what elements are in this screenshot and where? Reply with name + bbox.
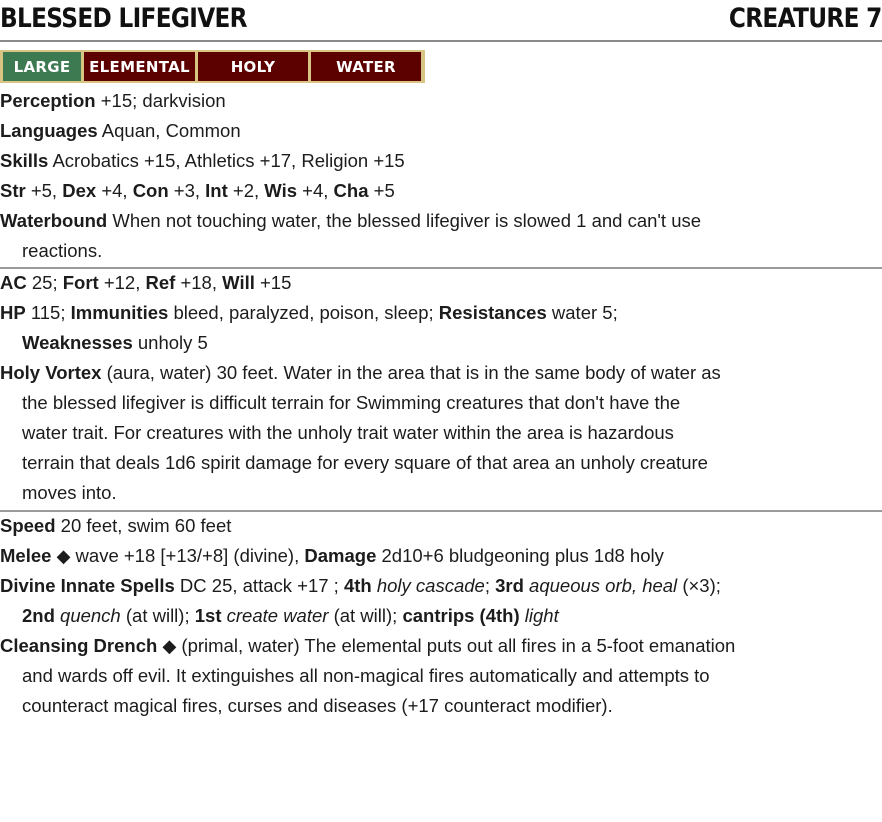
int-label: Int — [205, 180, 228, 201]
drench-text-3: counteract magical fires, curses and diseases (+17 counteract modifier). — [22, 695, 613, 716]
wis-label: Wis — [264, 180, 298, 201]
trait-water: WATER — [308, 52, 421, 81]
will-value: +15 — [260, 272, 292, 293]
spells-line-1: Divine Innate Spells DC 25, attack +17 ; 4th holy cascade; 3rd aqueous orb, heal (×3); — [0, 575, 721, 596]
languages-label: Languages — [0, 120, 98, 141]
weaknesses-label: Weaknesses — [22, 332, 133, 353]
spell-rank-4-label: 4th — [343, 575, 372, 596]
single-action-icon: ◆ — [56, 546, 71, 566]
hp-line-2 — [0, 328, 882, 358]
languages-line — [0, 116, 882, 146]
ac-value: 25; — [31, 272, 58, 293]
cantrips-list: light — [524, 605, 559, 626]
cha-value: +5 — [373, 180, 395, 201]
holy-vortex-line-2 — [0, 388, 882, 418]
spell-rank-3-list: aqueous orb, heal — [529, 575, 678, 596]
weaknesses-value: unholy 5 — [137, 332, 208, 353]
cha-label: Cha — [333, 180, 369, 201]
drench-text-2: and wards off evil. It extinguishes all non-magical fires automatically and attempts to — [22, 665, 710, 686]
holy-vortex-line-3 — [0, 418, 882, 448]
spell-rank-1-list: create water — [226, 605, 329, 626]
speed-line — [0, 511, 882, 541]
spell-rank-2-label: 2nd — [22, 605, 55, 626]
str-label: Str — [0, 180, 26, 201]
holy-vortex-line-4 — [0, 448, 882, 478]
defense-line — [0, 268, 882, 298]
languages-value: Aquan, Common — [101, 120, 241, 141]
will-label: Will — [222, 272, 255, 293]
holy-vortex-text-5: moves into. — [22, 482, 117, 503]
str-value: +5, — [30, 180, 58, 201]
creature-name: BLESSED LIFEGIVER — [0, 3, 247, 34]
waterbound-text-2: reactions. — [22, 240, 103, 261]
drench-line-3 — [0, 691, 882, 721]
spell-rank-1-extra: (at will); — [333, 605, 398, 626]
drench-line-1 — [0, 631, 882, 661]
spell-rank-3-label: 3rd — [495, 575, 524, 596]
trait-size: LARGE — [3, 52, 81, 81]
holy-vortex-line-5 — [0, 478, 882, 508]
holy-vortex-text-1: (aura, water) 30 feet. Water in the area that is in the same body of water as — [106, 362, 721, 383]
wis-value: +4, — [302, 180, 329, 201]
con-label: Con — [132, 180, 169, 201]
waterbound-line-2 — [0, 236, 882, 266]
holy-vortex-text-2: the blessed lifegiver is difficult terrain for Swimming creatures that don't have the — [22, 392, 681, 413]
drench-label: Cleansing Drench — [0, 635, 158, 656]
spells-label: Divine Innate Spells — [0, 575, 175, 596]
skills-line — [0, 146, 882, 176]
melee-line — [0, 541, 882, 571]
ref-value: +18, — [180, 272, 217, 293]
hp-line-1 — [0, 298, 882, 328]
spell-rank-3-extra: (×3); — [682, 575, 721, 596]
ac-label: AC — [0, 272, 27, 293]
skills-label: Skills — [0, 150, 49, 171]
int-value: +2, — [232, 180, 260, 201]
drench-line-2 — [0, 661, 882, 691]
resistances-label: Resistances — [438, 302, 547, 323]
header-rule — [0, 40, 882, 42]
fort-value: +12, — [103, 272, 141, 293]
dex-value: +4, — [101, 180, 128, 201]
spell-rank-4-list: holy cascade — [376, 575, 485, 596]
waterbound-text-1: When not touching water, the blessed lifegiver is slowed 1 and can't use — [112, 210, 702, 231]
immunities-label: Immunities — [70, 302, 169, 323]
spell-rank-2-extra: (at will); — [125, 605, 190, 626]
melee-label: Melee — [0, 545, 52, 566]
dex-label: Dex — [62, 180, 97, 201]
hp-value: 115; — [30, 302, 66, 323]
holy-vortex-text-3: water trait. For creatures with the unholy trait water within the area is hazardous — [22, 422, 674, 443]
immunities-value: bleed, paralyzed, poison, sleep; — [173, 302, 434, 323]
spells-dc: DC 25, attack +17 ; — [179, 575, 339, 596]
melee-attack: wave +18 [+13/+8] (divine), — [75, 545, 300, 566]
trait-bar — [0, 50, 425, 83]
waterbound-label: Waterbound — [0, 210, 108, 231]
damage-value: 2d10+6 bludgeoning plus 1d8 holy — [381, 545, 664, 566]
waterbound-line-1 — [0, 206, 882, 236]
spell-rank-2-list: quench — [60, 605, 121, 626]
perception-label: Perception — [0, 90, 96, 111]
perception-value: +15; darkvision — [100, 90, 226, 111]
stat-block-header — [0, 0, 882, 38]
cantrips-label: cantrips (4th) — [402, 605, 520, 626]
trait-holy: HOLY — [195, 52, 308, 81]
damage-label: Damage — [304, 545, 377, 566]
perception-line — [0, 86, 882, 116]
creature-level: CREATURE 7 — [729, 3, 882, 34]
spell-rank-1-label: 1st — [194, 605, 222, 626]
ref-label: Ref — [145, 272, 176, 293]
fort-label: Fort — [62, 272, 99, 293]
single-action-icon: ◆ — [162, 636, 177, 656]
resistances-value: water 5; — [551, 302, 618, 323]
speed-label: Speed — [0, 515, 56, 536]
speed-value: 20 feet, swim 60 feet — [60, 515, 232, 536]
drench-text-1: (primal, water) The elemental puts out all fires in a 5-foot emanation — [181, 635, 736, 656]
spells-line-2 — [0, 601, 882, 631]
hp-label: HP — [0, 302, 26, 323]
attributes-line — [0, 176, 882, 206]
holy-vortex-line-1 — [0, 358, 882, 388]
trait-elemental: ELEMENTAL — [81, 52, 195, 81]
holy-vortex-label: Holy Vortex — [0, 362, 102, 383]
skills-value: Acrobatics +15, Athletics +17, Religion +15 — [52, 150, 405, 171]
con-value: +3, — [173, 180, 201, 201]
holy-vortex-text-4: terrain that deals 1d6 spirit damage for every square of that area an unholy creature — [22, 452, 708, 473]
